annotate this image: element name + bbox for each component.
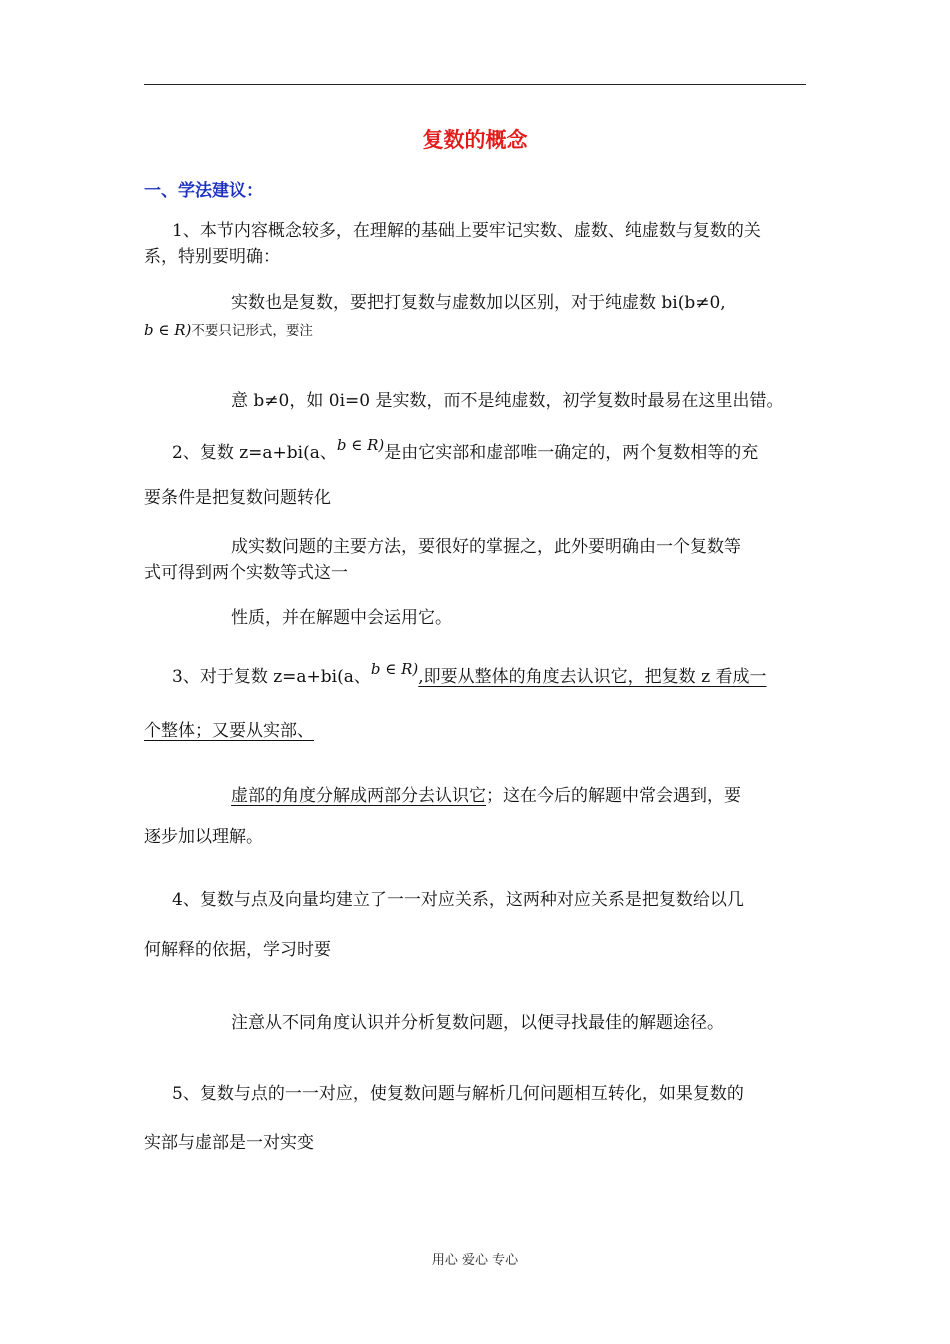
document-title: 复数的概念 xyxy=(422,128,528,152)
header-rule xyxy=(144,84,806,85)
p3-line3-a: 虚部的角度分解 xyxy=(231,786,350,806)
math-formula: b ∈ R) xyxy=(336,436,385,454)
p1-line4-text: 不要只记形式，要注 xyxy=(191,323,313,339)
section-heading: 一、学法建议： xyxy=(144,181,263,201)
p3-line1-a: 3、对于复数 z=a+bi(a、 xyxy=(172,667,371,687)
p3-line3-b: 成两部分去认识它 xyxy=(350,786,486,806)
p3-line3 xyxy=(231,784,741,808)
p2-line2: 要条件是把复数问题转化 xyxy=(144,488,331,508)
p3-line1-b: ,即要从整体的角度去认识它，把复数 z 看成一 xyxy=(418,667,767,687)
p2-line1-a: 2、复数 z=a+bi(a、 xyxy=(172,443,337,463)
p3-line2: 个整体；又要从实部、 xyxy=(144,721,314,741)
p5-line2: 实部与虚部是一对实变 xyxy=(144,1133,314,1153)
p4-line2: 何解释的依据，学习时要 xyxy=(144,940,331,960)
p2-line3: 成实数问题的主要方法，要很好的掌握之，此外要明确由一个复数等 xyxy=(231,537,741,557)
p1-line5: 意 b≠0，如 0i=0 是实数，而不是纯虚数，初学复数时最易在这里出错。 xyxy=(231,391,784,411)
p1-line4 xyxy=(144,318,313,343)
math-formula: b ∈ R) xyxy=(144,321,192,339)
page-footer: 用心 爱心 专心 xyxy=(431,1253,519,1268)
p3-line3-c: ；这在今后的解题中常会遇到，要 xyxy=(486,786,741,806)
p4-line1: 4、复数与点及向量均建立了一一对应关系，这两种对应关系是把复数给以几 xyxy=(172,890,744,910)
p1-line2: 系，特别要明确： xyxy=(144,247,280,267)
math-formula: b ∈ R) xyxy=(370,660,419,678)
p1-line3: 实数也是复数，要把打复数与虚数加以区别，对于纯虚数 bi(b≠0, xyxy=(231,293,726,313)
p3-line1 xyxy=(172,660,767,689)
p4-line3: 注意从不同角度认识并分析复数问题，以便寻找最佳的解题途径。 xyxy=(231,1013,724,1033)
p2-line1-b: 是由它实部和虚部唯一确定的，两个复数相等的充 xyxy=(384,443,759,463)
p3-line4: 逐步加以理解。 xyxy=(144,827,263,847)
p5-line1: 5、复数与点的一一对应，使复数问题与解析几何问题相互转化，如果复数的 xyxy=(172,1084,744,1104)
p1-line1: 1、本节内容概念较多，在理解的基础上要牢记实数、虚数、纯虚数与复数的关 xyxy=(172,221,761,241)
p2-line4: 式可得到两个实数等式这一 xyxy=(144,563,348,583)
p2-line1 xyxy=(172,436,759,465)
p2-line5: 性质，并在解题中会运用它。 xyxy=(231,608,452,628)
